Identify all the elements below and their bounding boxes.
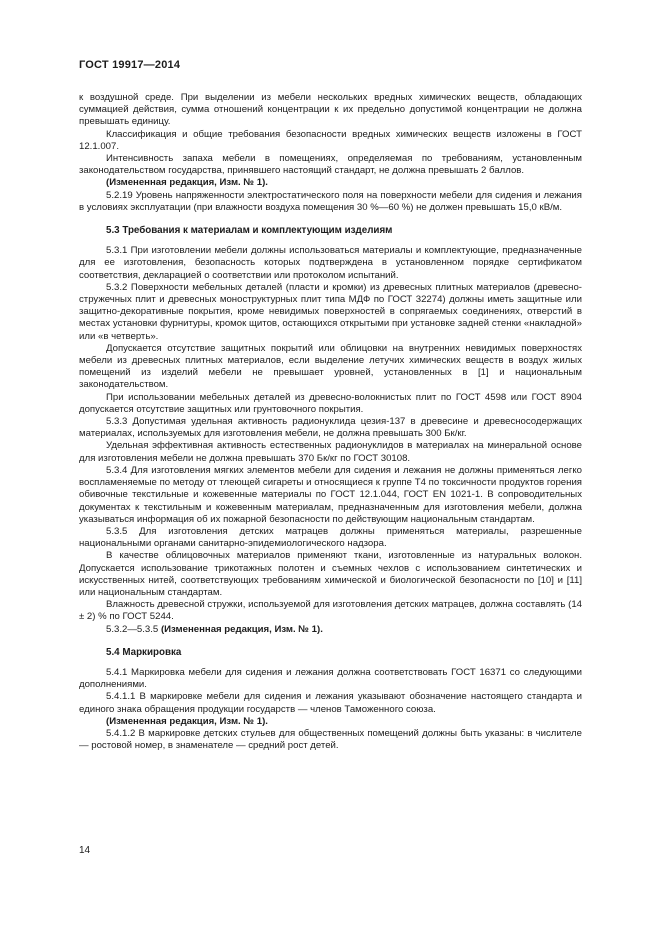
paragraph-lead: 5.3.2—5.3.5 [106,623,161,635]
paragraph: 5.3.5 Для изготовления детских матрацев должны применяться материалы, разрешенные национальными органами санитарно-эпидемиологического надзора. [79,525,582,550]
paragraph: При использовании мебельных деталей из древесно-волокнистых плит по ГОСТ 4598 или ГОСТ 8904 допускается отсутствие защитных или грунтовочного покрытия. [79,391,582,415]
paragraph: 5.3.4 Для изготовления мягких элементов мебели для сидения и лежания не должны применяться легко воспламеняемые по методу от тлеющей сигареты и относящиеся к группе Т4 по токсичности продуктов горения обивочные текстильные и кожевенные материалы по ГОСТ 12.1.044, ГОСТ EN 1021-1. В сопроводительных документах к текстильным и кожевенным материалам, предназначенным для изготовления мебели, должна указываться информация об их пожарной безопасности по действующим национальным стандартам. [79,464,582,525]
paragraph: Классификация и общие требования безопасности вредных химических веществ изложены в ГОСТ 12.1.007. [79,128,582,152]
paragraph [79,624,582,636]
paragraph: 5.3.2 Поверхности мебельных деталей (пласти и кромки) из древесных плитных материалов (древесно-стружечных плит и древесных моноструктурных плит типа МДФ по ГОСТ 32274) должны иметь защитные или защитно-декоративные покрытия, кроме невидимых поверхностей в сопрягаемых соединениях, отверстий в местах установки фурнитуры, кромок щитов, остающихся открытыми при установке задней стенки «накладной» или «в четверть». [79,281,582,342]
amendment-note: (Измененная редакция, Изм. № 1). [106,715,268,727]
document-header: ГОСТ 19917—2014 [79,59,181,71]
section-heading: 5.3 Требования к материалам и комплектующим изделиям [106,225,393,237]
paragraph: 5.3.3 Допустимая удельная активность радионуклида цезия-137 в древесине и древесносодержащих материалах, используемых для изготовления мебели, не должна превышать 300 Бк/кг. [79,416,582,440]
section-heading: 5.4 Маркировка [106,646,182,658]
paragraph: Допускается отсутствие защитных покрытий или облицовки на внутренних невидимых поверхностях мебели из древесных плитных материалов, если выделение летучих химических веществ в воздух жилых помещений из изделий мебели не превышает уровней, установленных в [1] и национальным законодательством. [79,342,582,391]
paragraph: 5.4.1.2 В маркировке детских стульев для общественных помещений должны быть указаны: в числителе — ростовой номер, в знаменателе — средний рост детей. [79,727,582,752]
paragraph: 5.2.19 Уровень напряженности электростатического поля на поверхности мебели для сидения и лежания в условиях эксплуатации (при влажности воздуха помещения 30 %—60 %) не должен превышать 15,0 кВ/м. [79,189,582,213]
paragraph: 5.4.1 Маркировка мебели для сидения и лежания должна соответствовать ГОСТ 16371 со следующими дополнениями. [79,666,582,691]
amendment-note: (Измененная редакция, Изм. № 1). [106,177,268,189]
paragraph: В качестве облицовочных материалов применяют ткани, изготовленные из натуральных волокон. Допускается использование трикотажных полотен и съемных чехлов с использованием синтетических и искусственных нитей, соответствующих требованиям химической и биологической безопасности по [10] и [11] или национальным стандартам. [79,550,582,598]
page-number: 14 [79,845,91,856]
paragraph: Удельная эффективная активность естественных радионуклидов в материалах на минеральной основе для изготовления мебели не должна превышать 370 Бк/кг по ГОСТ 30108. [79,440,582,464]
paragraph: 5.3.1 При изготовлении мебели должны использоваться материалы и комплектующие, предназначенные для ее изготовления, безопасность которых подтверждена в установленном порядке сертификатом соответствия, декларацией о соответствии или протоколом испытаний. [79,245,582,281]
paragraph: Влажность древесной стружки, используемой для изготовления детских матрацев, должна составлять (14 ± 2) % по ГОСТ 5244. [79,599,582,623]
paragraph: Интенсивность запаха мебели в помещениях, определяемая по требованиям, установленным законодательством государства, принявшего настоящий стандарт, не должна превышать 2 баллов. [79,153,582,177]
amendment-note: (Измененная редакция, Изм. № 1). [160,623,323,635]
paragraph: к воздушной среде. При выделении из мебели нескольких вредных химических веществ, обладающих суммацией действия, сумма отношений концентрации к их предельно допустимой концентрации не должна превышать единицу. [79,92,582,128]
document-body [79,92,582,752]
paragraph: 5.4.1.1 В маркировке мебели для сидения и лежания указывают обозначение настоящего стандарта и единого знака обращения продукции государств — членов Таможенного союза. [79,691,582,715]
